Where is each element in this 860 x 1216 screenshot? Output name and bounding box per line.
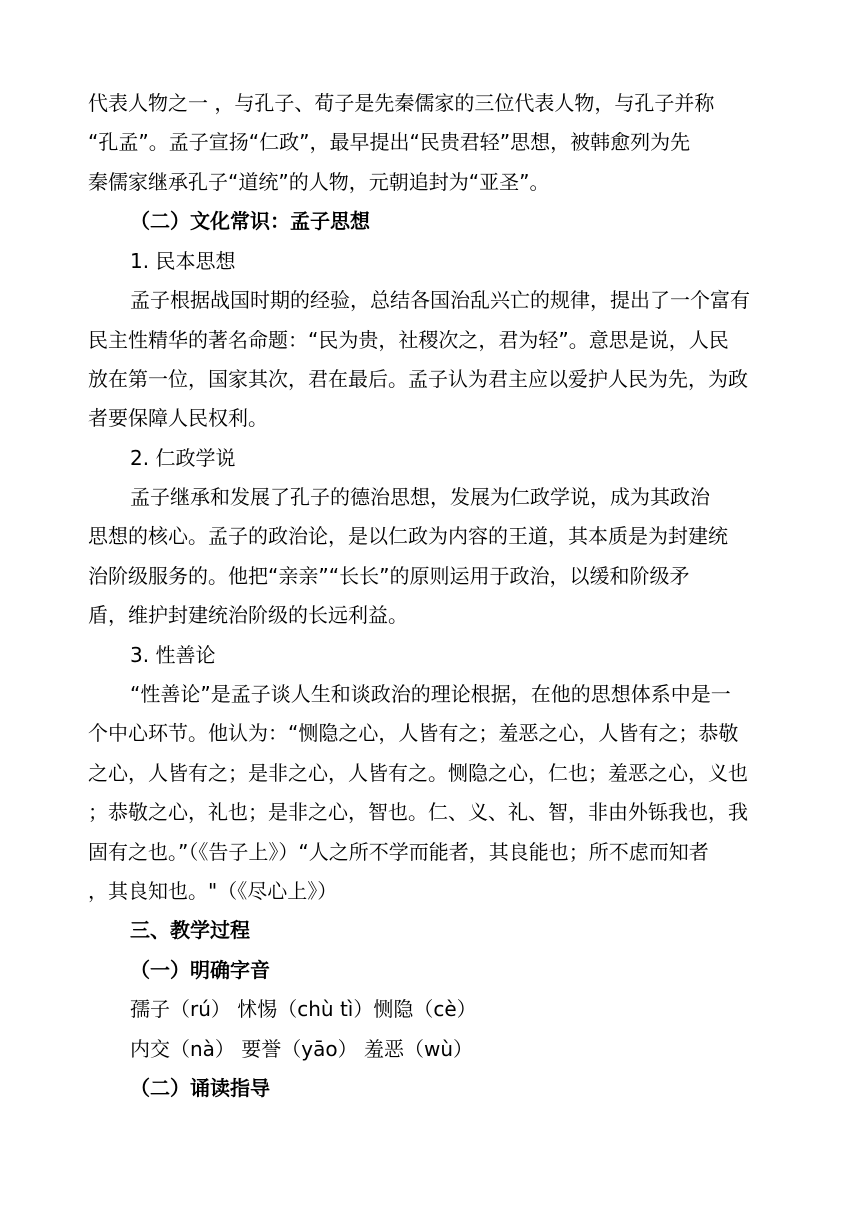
subsection-title-xingshan: 3. 性善论	[130, 643, 216, 667]
pronunciation-heading: （一）明确字音	[130, 958, 270, 982]
xingshan-line-3: 之心，人皆有之；是非之心，人皆有之。恻隐之心，仁也；羞恶之心，义也	[88, 761, 748, 785]
xingshan-line-2: 个中心环节。他认为：“恻隐之心，人皆有之；羞恶之心，人皆有之；恭敬	[88, 721, 739, 745]
pronunciation-row-2: 内交（nà） 要誉（yāo） 羞恶（wù）	[130, 1037, 474, 1061]
intro-line-3: 秦儒家继承孔子“道统”的人物，元朝追封为“亚圣”。	[88, 170, 550, 194]
section-heading-process: 三、教学过程	[130, 918, 250, 942]
xingshan-line-4: ；恭敬之心，礼也；是非之心，智也。仁、义、礼、智，非由外铄我也，我	[88, 800, 748, 824]
intro-line-1: 代表人物之一 ，与孔子、荀子是先秦儒家的三位代表人物，与孔子并称	[88, 91, 715, 115]
reading-heading: （二）诵读指导	[130, 1076, 270, 1100]
pronunciation-row-1: 孺子（rú） 怵惕（chù tì）恻隐（cè）	[130, 997, 477, 1021]
subsection-title-renzheng: 2. 仁政学说	[130, 446, 236, 470]
minben-line-4: 者要保障人民权利。	[88, 406, 268, 430]
renzheng-line-2: 思想的核心。孟子的政治论，是以仁政为内容的王道，其本质是为封建统	[88, 524, 728, 548]
renzheng-line-3: 治阶级服务的。他把“亲亲”“长长”的原则运用于政治，以缓和阶级矛	[88, 564, 690, 588]
xingshan-line-5: 固有之也。”（《告子上》）“人之所不学而能者，其良能也；所不虑而知者	[88, 840, 709, 864]
minben-line-3: 放在第一位，国家其次，君在最后。孟子认为君主应以爱护人民为先，为政	[88, 367, 748, 391]
subsection-title-minben: 1. 民本思想	[130, 249, 236, 273]
xingshan-line-6: ，其良知也。"（《尽心上》）	[88, 879, 338, 903]
renzheng-line-1: 孟子继承和发展了孔子的德治思想，发展为仁政学说，成为其政治	[130, 485, 710, 509]
renzheng-line-4: 盾，维护封建统治阶级的长远利益。	[88, 603, 408, 627]
section-heading-culture: （二）文化常识：孟子思想	[130, 209, 370, 233]
minben-line-1: 孟子根据战国时期的经验，总结各国治乱兴亡的规律，提出了一个富有	[130, 288, 750, 312]
minben-line-2: 民主性精华的著名命题：“民为贵，社稷次之，君为轻”。意思是说，人民	[88, 328, 729, 352]
intro-line-2: “孔孟”。孟子宣扬“仁政”，最早提出“民贵君轻”思想，被韩愈列为先	[88, 130, 691, 154]
xingshan-line-1: “性善论”是孟子谈人生和谈政治的理论根据，在他的思想体系中是一	[130, 682, 731, 706]
